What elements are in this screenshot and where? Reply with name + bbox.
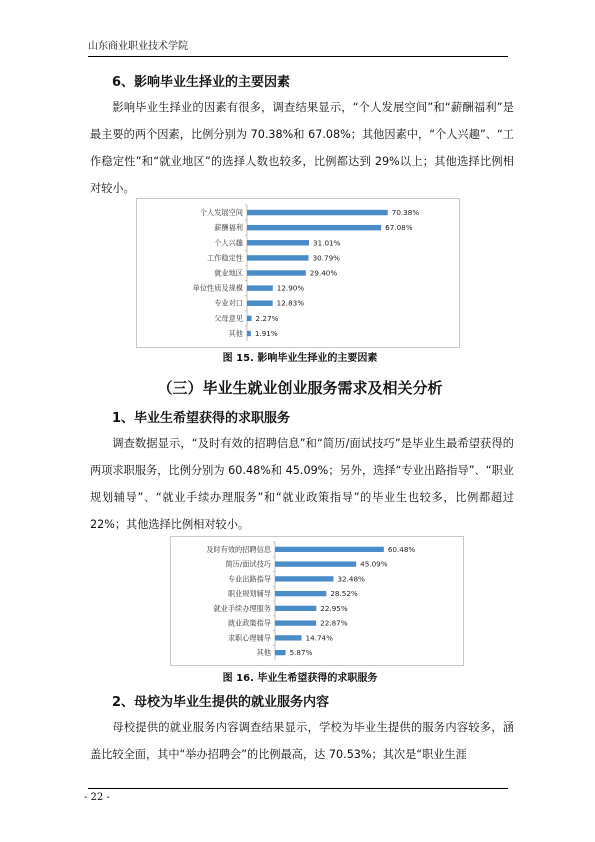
figure-15-svg (137, 199, 459, 347)
chart-category-label: 个人发展空间 (199, 208, 243, 218)
chart-data-label: 22.87% (320, 618, 348, 628)
chart-category-label: 专业出路指导 (227, 574, 271, 584)
chart-data-label: 67.08% (385, 223, 413, 233)
section-2-heading: 2、母校为毕业生提供的就业服务内容 (112, 695, 330, 710)
chart-data-label: 2.27% (255, 313, 279, 323)
chart-category-label: 其他 (256, 648, 271, 658)
page-number: - 22 - (84, 792, 110, 803)
chart-bar (247, 285, 273, 290)
chart-category-label: 专业对口 (214, 298, 243, 308)
chart-data-label: 28.52% (330, 589, 358, 599)
chart-category-label: 单位性质及规模 (192, 283, 243, 293)
section-6-paragraph: 影响毕业生择业的因素有很多，调查结果显示，“个人发展空间”和“薪酬福利”是最主要的两个因素，比例分别为 70.38%和 67.08%；其他因素中，“个人兴趣”、“工作稳定性”和“就业地区”的选择人数也较多，比例都达到 29%以上；其他选择比例相对较小。 (90, 101, 514, 195)
chart-bar (247, 240, 309, 245)
chart-bar (247, 301, 273, 306)
page-header (88, 40, 508, 57)
figure-15-caption: 图 15. 影响毕业生择业的主要因素 (222, 353, 378, 364)
section-2-paragraph: 母校提供的就业服务内容调查结果显示，学校为毕业生提供的服务内容较多，涵盖比较全面，其中“举办招聘会”的比例最高，达 70.53%；其次是“职业生涯 (90, 721, 514, 761)
figure-16-caption: 图 16. 毕业生希望获得的求职服务 (222, 673, 378, 684)
chart-category-label: 父母意见 (214, 313, 243, 323)
chart-data-label: 31.01% (313, 238, 341, 248)
header-school-name: 山东商业职业技术学院 (88, 41, 188, 52)
chart-bar (275, 591, 326, 596)
chart-data-label: 22.95% (320, 603, 348, 613)
chart-data-label: 45.09% (360, 559, 388, 569)
chart-data-label: 29.40% (309, 268, 338, 278)
chart-bar (275, 547, 384, 552)
chart-bar (247, 316, 252, 321)
chart-bar (247, 225, 381, 230)
chart-bar (247, 331, 251, 336)
chart-bar (247, 270, 306, 275)
chart-data-label: 70.38% (391, 208, 420, 218)
chart-category-label: 职业规划辅导 (227, 589, 271, 599)
chart-category-label: 求职心理辅导 (227, 633, 271, 643)
part-3-heading: （三）毕业生就业创业服务需求及相关分析 (157, 379, 443, 397)
chart-category-label: 薪酬福利 (214, 223, 243, 233)
chart-data-label: 14.74% (305, 633, 333, 643)
chart-category-label: 就业地区 (214, 268, 243, 278)
chart-category-label: 工作稳定性 (207, 253, 243, 263)
chart-bar (275, 650, 286, 655)
chart-category-label: 就业政策指导 (227, 618, 271, 628)
chart-data-label: 60.48% (387, 544, 416, 554)
footer-rule (88, 788, 508, 789)
chart-category-label: 个人兴趣 (214, 238, 243, 248)
chart-category-label: 其他 (228, 328, 243, 338)
chart-category-label: 及时有效的招聘信息 (206, 544, 271, 554)
chart-data-label: 12.90% (276, 283, 305, 293)
chart-data-label: 1.91% (254, 328, 278, 338)
chart-bar (275, 606, 316, 611)
chart-bar (275, 635, 302, 640)
figure-16-chart (170, 536, 464, 666)
figure-16-svg (171, 537, 463, 665)
chart-bar (275, 561, 356, 566)
chart-bar (247, 255, 309, 260)
section-1-heading: 1、毕业生希望获得的求职服务 (112, 411, 291, 426)
chart-bar (275, 576, 333, 581)
chart-category-label: 就业手续办理服务 (213, 603, 271, 613)
chart-bar (275, 620, 316, 625)
chart-bar (247, 210, 388, 215)
chart-data-label: 30.79% (312, 253, 340, 263)
chart-category-label: 简历/面试技巧 (225, 559, 271, 569)
section-1-paragraph: 调查数据显示，“及时有效的招聘信息”和“简历/面试技巧”是毕业生最希望获得的两项求职服务，比例分别为 60.48%和 45.09%；另外，选择“专业出路指导”、“职业规划辅导”、“就业手续办理服务”和“就业政策指导”的毕业生也较多，比例都超过 22%；其他选择比例相对较小。 (90, 437, 514, 531)
chart-data-label: 12.83% (276, 298, 305, 308)
section-6-heading: 6、影响毕业生择业的主要因素 (112, 75, 291, 90)
figure-15-chart (136, 198, 460, 348)
chart-data-label: 32.48% (337, 574, 365, 584)
chart-data-label: 5.87% (289, 648, 313, 658)
